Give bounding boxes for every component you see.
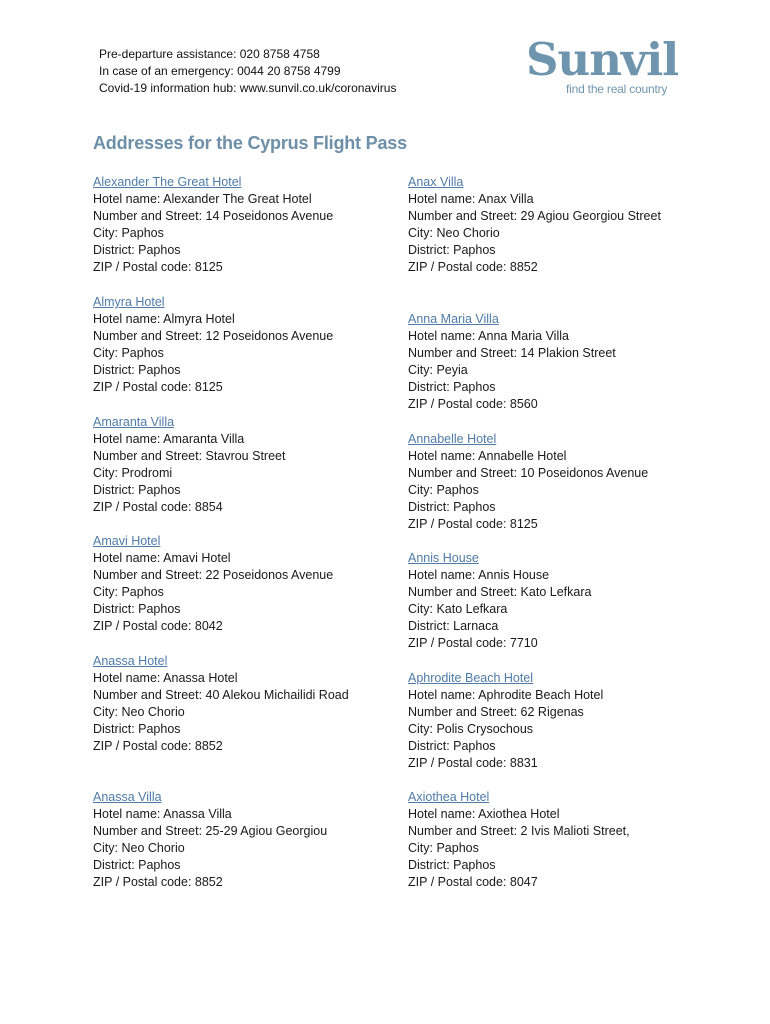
hotel-entry: [408, 670, 603, 773]
hotel-zip: ZIP / Postal code: 8852: [408, 260, 538, 275]
page-title: Addresses for the Cyprus Flight Pass: [93, 133, 407, 153]
hotel-district: District: Larnaca: [408, 619, 499, 634]
hotel-link[interactable]: Anassa Hotel: [93, 654, 168, 668]
hotel-district: District: Paphos: [93, 602, 181, 617]
hotel-zip: ZIP / Postal code: 8854: [93, 500, 223, 515]
hotel-city: City: Paphos: [93, 226, 164, 241]
hotel-district: District: Paphos: [408, 380, 496, 395]
hotel-name: Hotel name: Anassa Villa: [93, 807, 232, 822]
hotel-name: Hotel name: Anna Maria Villa: [408, 329, 569, 344]
hotel-zip: ZIP / Postal code: 7710: [408, 636, 538, 651]
hotel-entry: [93, 294, 333, 397]
hotel-street: Number and Street: 14 Poseidonos Avenue: [93, 209, 334, 224]
hotel-link[interactable]: Amaranta Villa: [93, 415, 175, 429]
hotel-street: Number and Street: 29 Agiou Georgiou Street: [408, 209, 661, 224]
emergency-line: In case of an emergency: 0044 20 8758 4799: [99, 64, 341, 78]
hotel-link[interactable]: Amavi Hotel: [93, 534, 161, 548]
hotel-city: City: Paphos: [408, 483, 479, 498]
hotel-district: District: Paphos: [93, 722, 181, 737]
hotel-entry: [408, 311, 616, 414]
hotel-link[interactable]: Anassa Villa: [93, 790, 162, 804]
hotel-zip: ZIP / Postal code: 8831: [408, 756, 538, 771]
hotel-entry: [93, 653, 355, 756]
hotel-city: City: Neo Chorio: [408, 226, 500, 241]
hotel-link[interactable]: Axiothea Hotel: [408, 790, 490, 804]
hotel-entry: [93, 414, 285, 517]
hotel-name: Hotel name: Alexander The Great Hotel: [93, 192, 312, 207]
hotel-city: City: Paphos: [93, 585, 164, 600]
hotel-name: Hotel name: Axiothea Hotel: [408, 807, 560, 822]
hotel-link[interactable]: Anna Maria Villa: [408, 312, 499, 326]
hotel-city: City: Peyia: [408, 363, 468, 378]
hotel-city: City: Kato Lefkara: [408, 602, 508, 617]
hotel-name: Hotel name: Amavi Hotel: [93, 551, 231, 566]
hotel-street: Number and Street: 40 Alekou Michailidi Road: [93, 688, 349, 703]
hotel-district: District: Paphos: [408, 858, 496, 873]
hotel-link[interactable]: Alexander The Great Hotel: [93, 175, 242, 189]
sunvil-logo: [526, 33, 686, 100]
hotel-entry: [93, 174, 333, 277]
hotel-zip: ZIP / Postal code: 8852: [93, 875, 223, 890]
hotel-district: District: Paphos: [93, 858, 181, 873]
hotel-city: City: Polis Crysochous: [408, 722, 534, 737]
logo-tagline: find the real country: [566, 82, 668, 96]
hotel-link[interactable]: Almyra Hotel: [93, 295, 165, 309]
hotel-city: City: Paphos: [93, 346, 164, 361]
hotel-name: Hotel name: Amaranta Villa: [93, 432, 245, 447]
hotel-name: Hotel name: Aphrodite Beach Hotel: [408, 688, 604, 703]
hotel-district: District: Paphos: [93, 483, 181, 498]
hotel-name: Hotel name: Annis House: [408, 568, 550, 583]
hotel-street: Number and Street: 14 Plakion Street: [408, 346, 616, 361]
hotel-zip: ZIP / Postal code: 8560: [408, 397, 538, 412]
hotel-entry: [408, 789, 630, 892]
hotel-name: Hotel name: Anassa Hotel: [93, 671, 238, 686]
hotel-street: Number and Street: 62 Rigenas: [408, 705, 584, 720]
hotel-street: Number and Street: Kato Lefkara: [408, 585, 592, 600]
hotel-link[interactable]: Annabelle Hotel: [408, 432, 497, 446]
hotel-zip: ZIP / Postal code: 8125: [93, 380, 223, 395]
hotel-street: Number and Street: 10 Poseidonos Avenue: [408, 466, 649, 481]
hotel-city: City: Neo Chorio: [93, 705, 185, 720]
hotel-district: District: Paphos: [93, 243, 181, 258]
hotel-street: Number and Street: 25-29 Agiou Georgiou: [93, 824, 328, 839]
hotel-district: District: Paphos: [408, 739, 496, 754]
hotel-zip: ZIP / Postal code: 8125: [408, 517, 538, 532]
hotel-entry: [93, 533, 333, 636]
covid-hub-line: Covid-19 information hub: www.sunvil.co.uk/coronavirus: [99, 81, 397, 95]
hotel-entry: [93, 789, 327, 892]
hotel-city: City: Paphos: [408, 841, 479, 856]
hotel-zip: ZIP / Postal code: 8047: [408, 875, 538, 890]
hotel-district: District: Paphos: [408, 243, 496, 258]
hotel-street: Number and Street: 2 Ivis Malioti Street,: [408, 824, 630, 839]
hotel-zip: ZIP / Postal code: 8042: [93, 619, 223, 634]
hotel-link[interactable]: Annis House: [408, 551, 479, 565]
hotel-link[interactable]: Aphrodite Beach Hotel: [408, 671, 534, 685]
logo-wordmark: Sunvil: [526, 33, 679, 86]
hotel-name: Hotel name: Annabelle Hotel: [408, 449, 567, 464]
hotel-city: City: Neo Chorio: [93, 841, 185, 856]
hotel-entry: [408, 550, 591, 653]
hotel-link[interactable]: Anax Villa: [408, 175, 464, 189]
hotel-city: City: Prodromi: [93, 466, 173, 481]
hotel-street: Number and Street: Stavrou Street: [93, 449, 286, 464]
hotel-street: Number and Street: 22 Poseidonos Avenue: [93, 568, 334, 583]
hotel-district: District: Paphos: [93, 363, 181, 378]
hotel-entry: [408, 431, 648, 534]
hotel-district: District: Paphos: [408, 500, 496, 515]
hotel-name: Hotel name: Anax Villa: [408, 192, 534, 207]
hotel-name: Hotel name: Almyra Hotel: [93, 312, 235, 327]
hotel-entry: [408, 174, 670, 277]
contact-info: [99, 46, 396, 97]
pre-departure-line: Pre-departure assistance: 020 8758 4758: [99, 47, 320, 61]
hotel-zip: ZIP / Postal code: 8125: [93, 260, 223, 275]
hotel-street: Number and Street: 12 Poseidonos Avenue: [93, 329, 334, 344]
hotel-zip: ZIP / Postal code: 8852: [93, 739, 223, 754]
